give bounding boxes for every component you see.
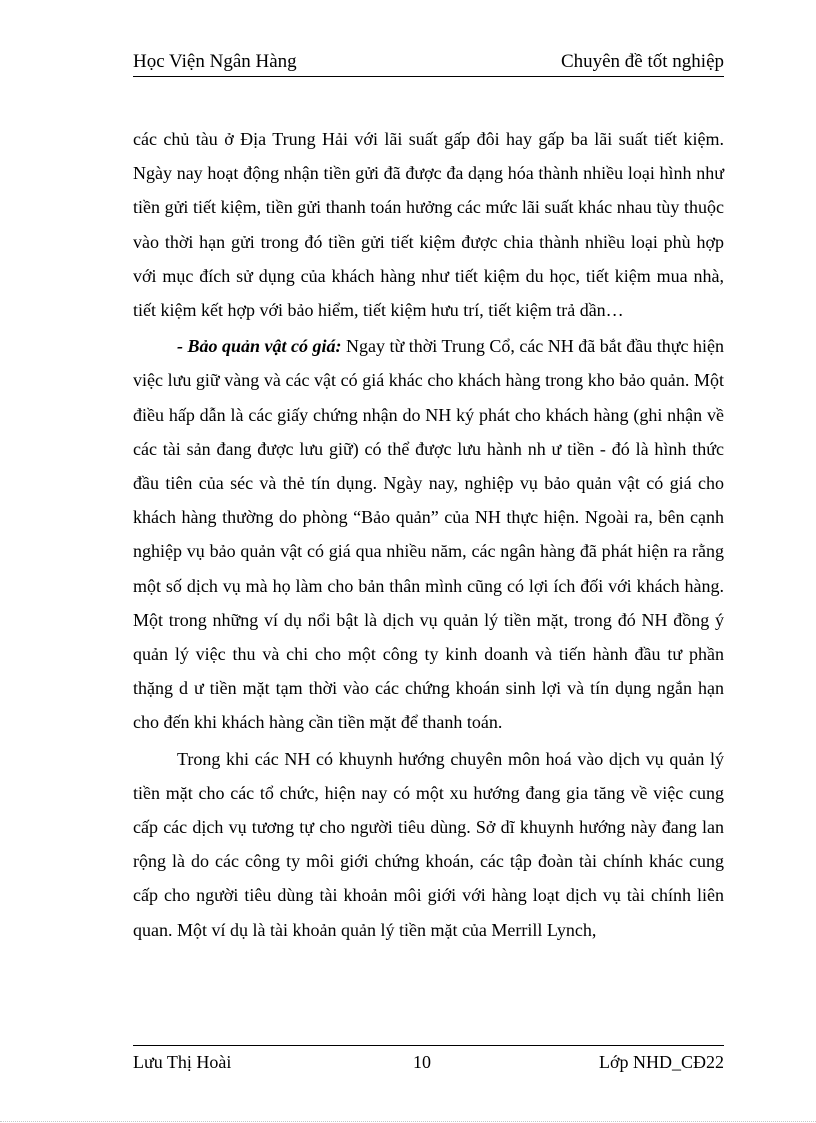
page-edge-divider	[0, 1121, 816, 1122]
footer-author: Lưu Thị Hoài	[133, 1052, 232, 1072]
paragraph-3: Trong khi các NH có khuynh hướng chuyên môn hoá vào dịch vụ quản lý tiền mặt cho các tổ chức, hiện nay có một xu hướng đang gia tăng về việc cung cấp các dịch vụ tương tự cho người tiêu dùng. Sở dĩ khuynh hướng này đang lan rộng là do các công ty môi giới chứng khoán, các tập đoàn tài chính khác cung cấp cho người tiêu dùng tài khoản môi giới với hàng loạt dịch vụ tài chính liên quan. Một ví dụ là tài khoản quản lý tiền mặt của Merrill Lynch,	[133, 748, 724, 940]
footer-class: Lớp NHD_CĐ22	[598, 1052, 724, 1072]
body-text	[133, 122, 724, 947]
paragraph-2-lead: - Bảo quản vật có giá:	[177, 336, 342, 357]
page-number: 10	[413, 1052, 431, 1072]
header-document-type: Chuyên đề tốt nghiệp	[560, 51, 724, 72]
page-header	[133, 50, 724, 77]
paragraph-1: các chủ tàu ở Địa Trung Hải với lãi suất gấp đôi hay gấp ba lãi suất tiết kiệm. Ngày nay hoạt động nhận tiền gửi đã được đa dạng hóa thành nhiều loại hình như tiền gửi tiết kiệm, tiền gửi thanh toán hưởng các mức lãi suất khác nhau tùy thuộc vào thời hạn gửi trong đó tiền gửi tiết kiệm được chia thành nhiều loại phù hợp với mục đích sử dụng của khách hàng như tiết kiệm du học, tiết kiệm mua nhà, tiết kiệm kết hợp với bảo hiểm, tiết kiệm hưu trí, tiết kiệm trả dần…	[133, 129, 724, 321]
page-footer	[133, 1045, 724, 1074]
header-institution: Học Viện Ngân Hàng	[133, 51, 297, 72]
paragraph-2-text: Ngay từ thời Trung Cổ, các NH đã bắt đầu thực hiện việc lưu giữ vàng và các vật có giá khác cho khách hàng trong kho bảo quản. Một điều hấp dẫn là các giấy chứng nhận do NH ký phát cho khách hàng (ghi nhận về các tài sản đang được lưu giữ) có thể được lưu hành nh ư tiền - đó là hình thức đầu tiên của séc và thẻ tín dụng. Ngày nay, nghiệp vụ bảo quản vật có giá cho khách hàng thường do phòng “Bảo quản” của NH thực hiện. Ngoài ra, bên cạnh nghiệp vụ bảo quản vật có giá qua nhiều năm, các ngân hàng đã phát hiện ra rằng một số dịch vụ mà họ làm cho bản thân mình cũng có lợi ích đối với khách hàng. Một trong những ví dụ nổi bật là dịch vụ quản lý tiền mặt, trong đó NH đồng ý quản lý việc thu và chi cho một công ty kinh doanh và tiến hành đầu tư phần thặng d ư tiền mặt tạm thời vào các chứng khoán sinh lợi và tín dụng ngắn hạn cho đến khi khách hàng cần tiền mặt để thanh toán.	[133, 336, 725, 733]
paragraph-2	[133, 329, 724, 739]
